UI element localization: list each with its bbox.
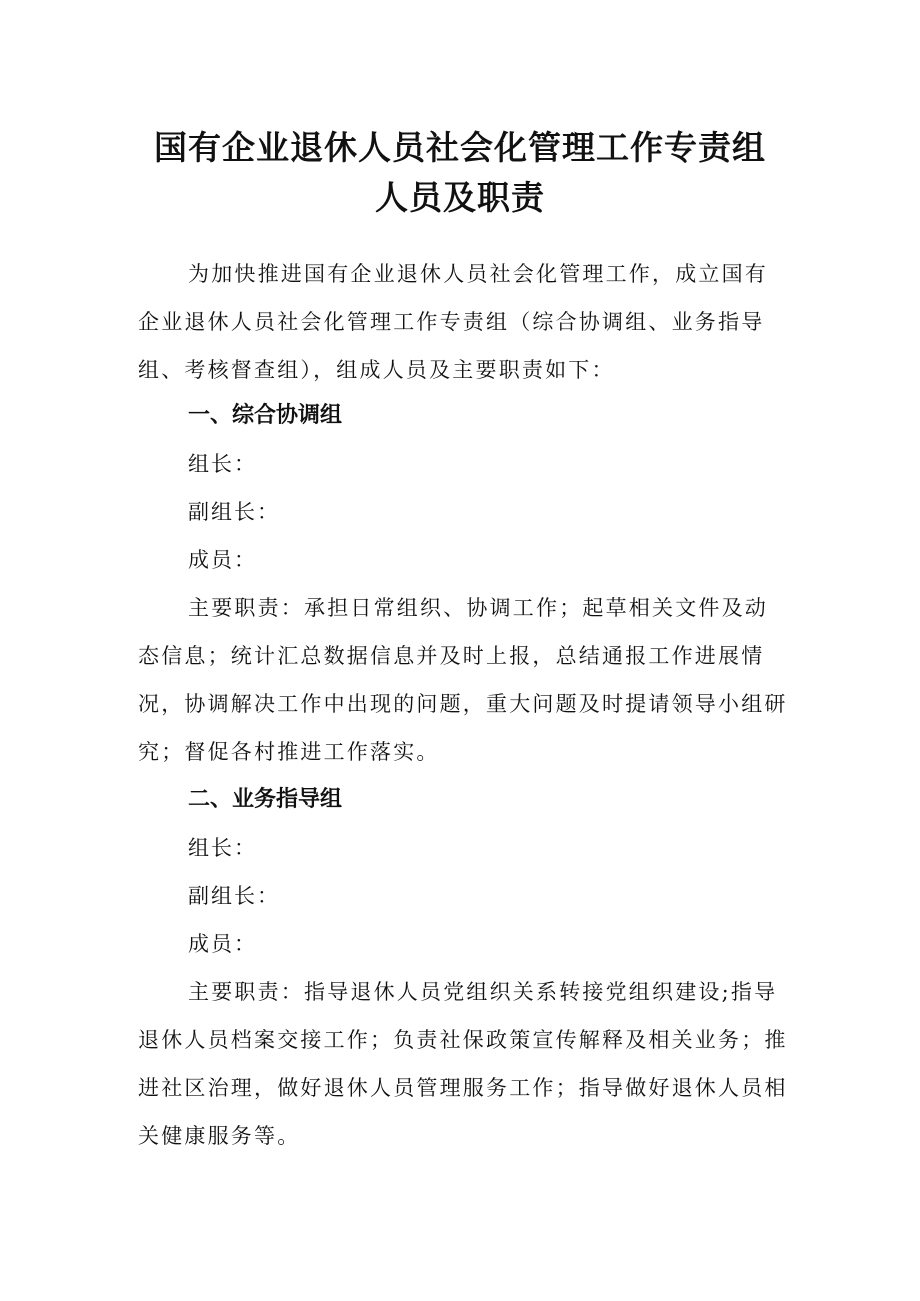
section-2-leader-label: 组长：	[188, 836, 257, 860]
section-2-deputy-label: 副组长：	[188, 884, 280, 908]
section-2-heading: 二、业务指导组	[188, 787, 343, 812]
document-title-line-1: 国有企业退休人员社会化管理工作专责组	[154, 128, 766, 167]
section-1-duties: 主要职责：承担日常组织、协调工作；起草相关文件及动态信息；统计汇总数据信息并及时上报，总结通报工作进展情况，协调解决工作中出现的问题，重大问题及时提请领导小组研究；督促各村推进工作落实。	[138, 596, 788, 764]
section-1-leader-label: 组长：	[188, 452, 257, 476]
section-2-duties: 主要职责：指导退休人员党组织关系转接党组织建设;指导退休人员档案交接工作；负责社保政策宣传解释及相关业务；推进社区治理，做好退休人员管理服务工作；指导做好退休人员相关健康服务等。	[138, 980, 788, 1148]
document-title-line-2: 人员及职责	[375, 178, 545, 217]
section-1-members-label: 成员：	[188, 548, 257, 572]
section-2-members-label: 成员：	[188, 932, 257, 956]
section-1-heading: 一、综合协调组	[188, 403, 343, 428]
section-1-deputy-label: 副组长：	[188, 500, 280, 524]
intro-paragraph: 为加快推进国有企业退休人员社会化管理工作，成立国有企业退休人员社会化管理工作专责组（综合协调组、业务指导组、考核督查组），组成人员及主要职责如下：	[138, 262, 768, 382]
